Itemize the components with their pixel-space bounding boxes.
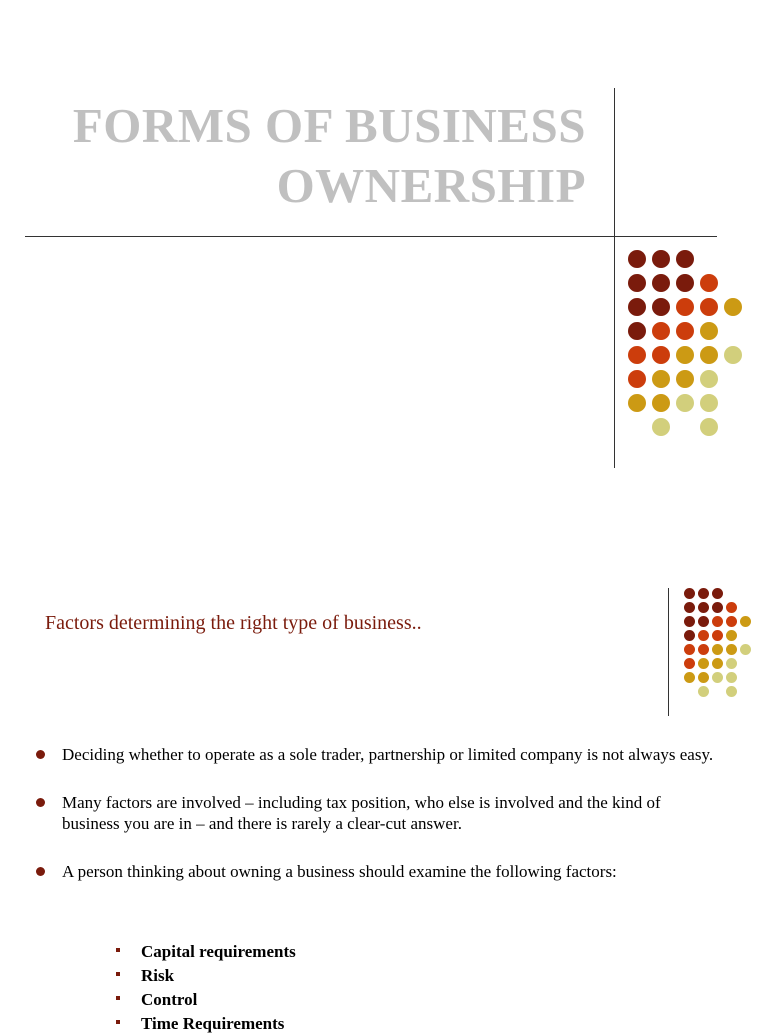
vertical-divider [614, 88, 615, 468]
decorative-dot [726, 616, 737, 627]
decorative-dot [698, 644, 709, 655]
square-bullet-icon [116, 948, 120, 952]
decorative-dot [628, 394, 646, 412]
decorative-dot [676, 250, 694, 268]
decorative-dot [628, 346, 646, 364]
slide-title [73, 96, 586, 216]
decorative-dot [628, 250, 646, 268]
decorative-dot [726, 686, 737, 697]
decorative-dot [684, 672, 695, 683]
slide-1 [0, 0, 768, 512]
decorative-dot [676, 370, 694, 388]
decorative-dot [652, 418, 670, 436]
decorative-dot [684, 616, 695, 627]
decorative-dot [684, 630, 695, 641]
decorative-dot [726, 602, 737, 613]
decorative-dot [628, 370, 646, 388]
decorative-dot [684, 588, 695, 599]
decorative-dot [712, 602, 723, 613]
decorative-dot [698, 588, 709, 599]
decorative-dot [726, 658, 737, 669]
bullet-dot-icon [36, 798, 45, 807]
decorative-dot [726, 630, 737, 641]
vertical-divider [668, 588, 669, 716]
decorative-dot [712, 672, 723, 683]
bullet-list [36, 744, 716, 909]
decorative-dot [698, 672, 709, 683]
decorative-dot [700, 322, 718, 340]
decorative-dot [726, 672, 737, 683]
decorative-dot [676, 298, 694, 316]
decorative-dot [724, 298, 742, 316]
decorative-dot [700, 394, 718, 412]
decorative-dot [712, 588, 723, 599]
bullet-dot-icon [36, 867, 45, 876]
decorative-dot [652, 322, 670, 340]
slide-subtitle: Factors determining the right type of business.. [45, 612, 422, 634]
bullet-text: A person thinking about owning a business should examine the following factors: [62, 862, 617, 881]
decorative-dot [676, 394, 694, 412]
decorative-dot [700, 418, 718, 436]
decorative-dot [698, 602, 709, 613]
decorative-dot [698, 658, 709, 669]
decorative-dot [740, 616, 751, 627]
title-line-2: OWNERSHIP [276, 158, 586, 213]
factor-text: Time Requirements [141, 1014, 285, 1033]
square-bullet-icon [116, 1020, 120, 1024]
decorative-dot [712, 658, 723, 669]
factor-item [116, 940, 296, 964]
factor-list [116, 940, 296, 1036]
decorative-dot [628, 298, 646, 316]
slide-2 [0, 512, 768, 1033]
bullet-item [36, 792, 716, 834]
decorative-dot [684, 644, 695, 655]
factor-text: Capital requirements [141, 942, 296, 961]
factor-item [116, 964, 296, 988]
decorative-dot [652, 298, 670, 316]
decorative-dot [700, 274, 718, 292]
decorative-dot [724, 346, 742, 364]
decorative-dot [628, 322, 646, 340]
factor-item [116, 988, 296, 1012]
decorative-dot [684, 658, 695, 669]
decorative-dot [700, 346, 718, 364]
bullet-text: Many factors are involved – including tax position, who else is involved and the kind of business you are in – and there is rarely a clear-cut answer. [62, 793, 661, 833]
decorative-dot [652, 394, 670, 412]
decorative-dot [712, 616, 723, 627]
factor-item [116, 1012, 296, 1036]
title-line-1: FORMS OF BUSINESS [72, 98, 586, 153]
decorative-dot [700, 370, 718, 388]
decorative-dot [652, 370, 670, 388]
square-bullet-icon [116, 996, 120, 1000]
bullet-text: Deciding whether to operate as a sole trader, partnership or limited company is not always easy. [62, 745, 714, 764]
decorative-dot [700, 298, 718, 316]
decorative-dot [652, 346, 670, 364]
decorative-dot [676, 346, 694, 364]
bullet-dot-icon [36, 750, 45, 759]
factor-text: Risk [141, 966, 175, 985]
square-bullet-icon [116, 972, 120, 976]
decorative-dot [698, 616, 709, 627]
decorative-dot [698, 630, 709, 641]
decorative-dot [652, 274, 670, 292]
decorative-dot [698, 686, 709, 697]
decorative-dot [628, 274, 646, 292]
decorative-dot [726, 644, 737, 655]
decorative-dot [684, 602, 695, 613]
decorative-dot [676, 274, 694, 292]
decorative-dot [740, 644, 751, 655]
factor-text: Control [141, 990, 198, 1009]
decorative-dot [652, 250, 670, 268]
bullet-item [36, 861, 716, 882]
decorative-dot [676, 322, 694, 340]
decorative-dot [712, 630, 723, 641]
decorative-dot [712, 644, 723, 655]
bullet-item [36, 744, 716, 765]
